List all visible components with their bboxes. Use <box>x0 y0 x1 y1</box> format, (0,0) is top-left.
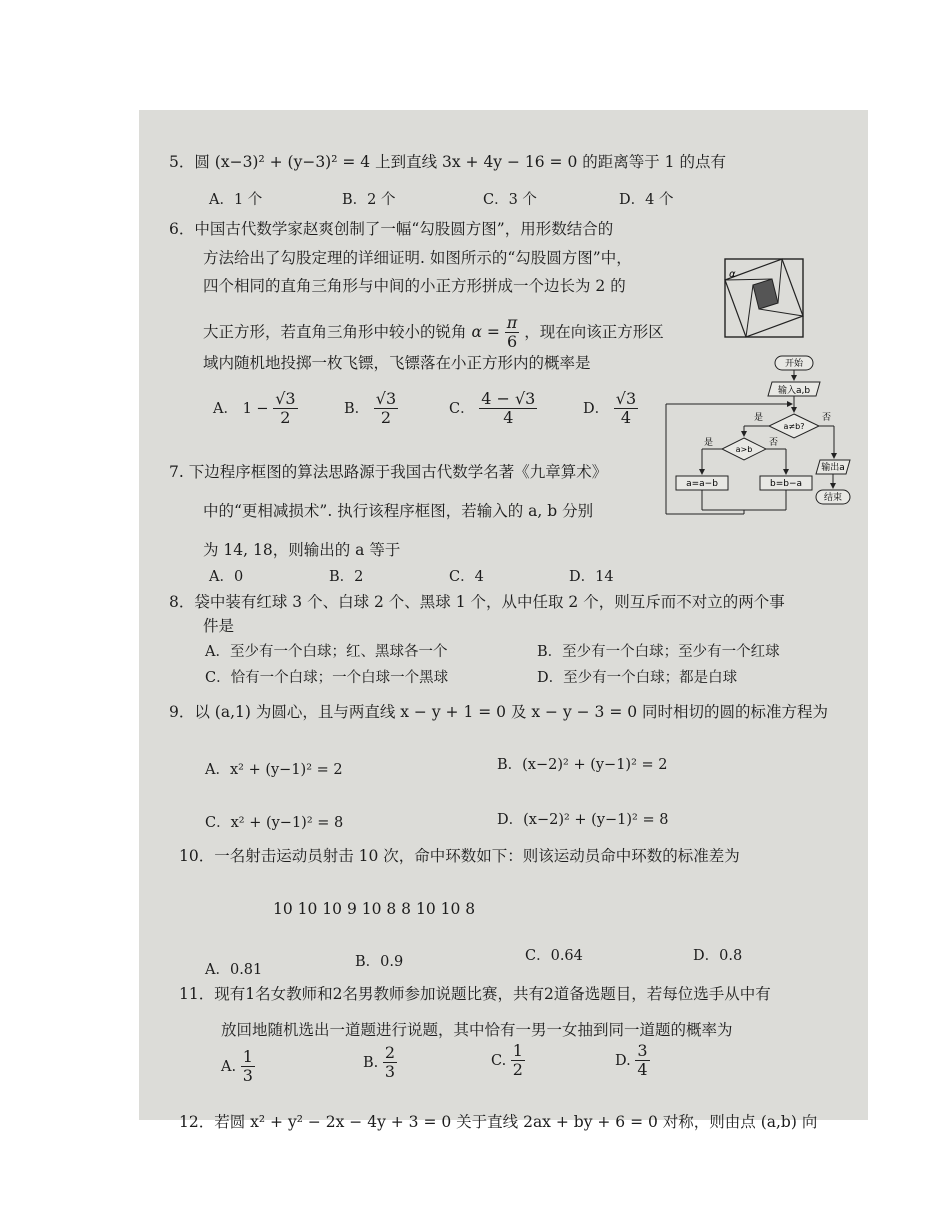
yes-label-2: 是 <box>704 438 714 448</box>
option-fraction <box>273 390 297 428</box>
q7-line-1: 7. 下边程序框图的算法思路源于我国古代数学名著《九章算术》 <box>169 463 608 481</box>
q9-option-a: A．x² + (y−1)² = 2 <box>205 762 343 778</box>
fraction-numerator: 3 <box>637 1041 648 1060</box>
q7-option-c: C．4 <box>449 569 484 585</box>
q10-option-a: A．0.81 <box>205 962 263 978</box>
q10-line-1: 10．一名射击运动员射击 10 次，命中环数如下：则该运动员命中环数的标准差为 <box>179 847 740 865</box>
option-label: B． <box>344 400 370 417</box>
output-label: 输出a <box>821 463 845 473</box>
pi-over-6-fraction <box>505 314 520 352</box>
option-label: A. <box>221 1058 237 1075</box>
q10-option-b: B．0.9 <box>355 954 404 970</box>
option-label: D. <box>615 1052 631 1069</box>
fraction-denominator: 4 <box>620 408 632 428</box>
option-fraction <box>635 1042 649 1080</box>
fraction-denominator: 2 <box>512 1060 523 1080</box>
fraction-denominator: 3 <box>242 1066 253 1086</box>
q5-stem: 5．圆 (x−3)² + (y−3)² = 4 上到直线 3x + 4y − 16 = 0 的距离等于 1 的点有 <box>169 153 726 171</box>
fraction-numerator: 2 <box>384 1043 396 1062</box>
option-label: D． <box>583 400 610 417</box>
option-fraction <box>479 390 537 428</box>
fraction-denominator: 4 <box>637 1060 648 1080</box>
q11-option-c <box>491 1042 525 1080</box>
option-prefix: 1 − <box>242 400 269 417</box>
start-label: 开始 <box>784 359 804 369</box>
exam-page <box>139 110 868 1131</box>
q11-option-a <box>221 1048 255 1086</box>
q12-partial-line: 12．若圆 x² + y² − 2x − 4y + 3 = 0 关于直线 2ax + by + 6 = 0 对称，则由点 (a,b) 向 <box>179 1113 818 1131</box>
fraction-numerator: √3 <box>275 389 296 408</box>
q6-line-4 <box>203 314 664 352</box>
fraction-denominator: 6 <box>506 332 518 352</box>
fraction-denominator: 2 <box>380 408 392 428</box>
option-label: B. <box>363 1054 379 1071</box>
q9-option-c: C．x² + (y−1)² = 8 <box>205 815 344 831</box>
alpha-label: α <box>729 269 736 280</box>
flowchart <box>664 352 859 518</box>
fraction-denominator: 3 <box>384 1062 396 1082</box>
q8-option-b: B．至少有一个白球；至少有一个红球 <box>537 644 780 660</box>
condition-2-label: a>b <box>735 445 753 454</box>
end-label: 结束 <box>823 493 843 503</box>
option-fraction <box>241 1048 255 1086</box>
q8-option-d: D．至少有一个白球；都是白球 <box>537 670 738 686</box>
q6-option-b <box>344 390 398 428</box>
q10-data: 10 10 10 9 10 8 8 10 10 8 <box>273 900 476 918</box>
q6-option-c <box>449 390 537 428</box>
q6-line-5: 域内随机地投掷一枚飞镖，飞镖落在小正方形内的概率是 <box>203 354 591 372</box>
option-fraction <box>374 390 398 428</box>
q11-line-2: 放回地随机选出一道题进行说题，其中恰有一男一女抽到同一道题的概率为 <box>221 1021 733 1039</box>
yes-label: 是 <box>754 413 764 423</box>
option-fraction <box>614 390 638 428</box>
q8-line-2: 件是 <box>203 617 235 635</box>
option-label: C. <box>491 1052 507 1069</box>
alpha-symbol: α = <box>471 322 500 341</box>
q5-option-d: D．4 个 <box>619 192 674 208</box>
q8-line-1: 8．袋中装有红球 3 个、白球 2 个、黑球 1 个，从中任取 2 个，则互斥而不对立的两个事 <box>169 593 785 611</box>
option-fraction <box>511 1042 525 1080</box>
q10-option-c: C．0.64 <box>525 948 583 964</box>
condition-1-label: a≠b? <box>783 422 805 431</box>
fraction-numerator: √3 <box>375 389 397 408</box>
fraction-numerator: 4 − √3 <box>481 389 536 408</box>
fraction-numerator: 1 <box>512 1041 523 1060</box>
q7-option-d: D．14 <box>569 569 614 585</box>
q6-option-d <box>583 390 638 428</box>
no-label: 否 <box>822 413 832 423</box>
q6-line-3: 四个相同的直角三角形与中间的小正方形拼成一个边长为 2 的 <box>203 277 626 295</box>
q8-option-c: C．恰有一个白球；一个白球一个黑球 <box>205 670 449 686</box>
option-label: C． <box>449 400 475 417</box>
small-shaded-square <box>753 279 778 309</box>
q7-line-2: 中的“更相减损术”. 执行该程序框图，若输入的 a, b 分别 <box>203 502 594 520</box>
q9-option-b: B．(x−2)² + (y−1)² = 2 <box>497 757 668 773</box>
q8-option-a: A．至少有一个白球；红、黑球各一个 <box>205 644 448 660</box>
q7-line-3: 为 14, 18，则输出的 a 等于 <box>203 541 401 559</box>
option-label: A． <box>213 400 238 417</box>
q7-option-b: B．2 <box>329 569 364 585</box>
fraction-numerator: 1 <box>242 1047 253 1066</box>
q5-option-c: C．3 个 <box>483 192 537 208</box>
q6-line-1: 6．中国古代数学家赵爽创制了一幅“勾股圆方图”，用形数结合的 <box>169 220 614 238</box>
gougu-square-figure <box>723 257 805 339</box>
fraction-denominator: 4 <box>503 408 514 428</box>
q6-line-2: 方法给出了勾股定理的详细证明. 如图所示的“勾股圆方图”中， <box>203 249 632 267</box>
q11-line-1: 11．现有1名女教师和2名男教师参加说题比赛，共有2道备选题目，若每位选手从中有 <box>179 985 771 1003</box>
box-a-label: a=a−b <box>686 479 718 489</box>
box-b-label: b=b−a <box>769 479 803 489</box>
q7-option-a: A．0 <box>209 569 244 585</box>
fraction-denominator: 2 <box>280 408 291 428</box>
q6-line-4-start: 大正方形，若直角三角形中较小的锐角 <box>203 322 467 341</box>
q6-option-a <box>213 390 298 428</box>
option-fraction <box>383 1044 397 1082</box>
fraction-numerator: π <box>506 313 518 332</box>
q11-option-d <box>615 1042 650 1080</box>
no-label-2: 否 <box>769 438 779 448</box>
input-label: 输入a,b <box>777 386 811 396</box>
q9-option-d: D．(x−2)² + (y−1)² = 8 <box>497 812 669 828</box>
q5-option-b: B．2 个 <box>342 192 396 208</box>
q9-line-1: 9．以 (a,1) 为圆心，且与两直线 x − y + 1 = 0 及 x − y − 3 = 0 同时相切的圆的标准方程为 <box>169 703 829 721</box>
q11-option-b <box>363 1044 397 1082</box>
q6-line-4-end: ，现在向该正方形区 <box>524 322 664 341</box>
q5-option-a: A．1 个 <box>209 192 263 208</box>
q10-option-d: D．0.8 <box>693 948 743 964</box>
fraction-numerator: √3 <box>615 389 637 408</box>
